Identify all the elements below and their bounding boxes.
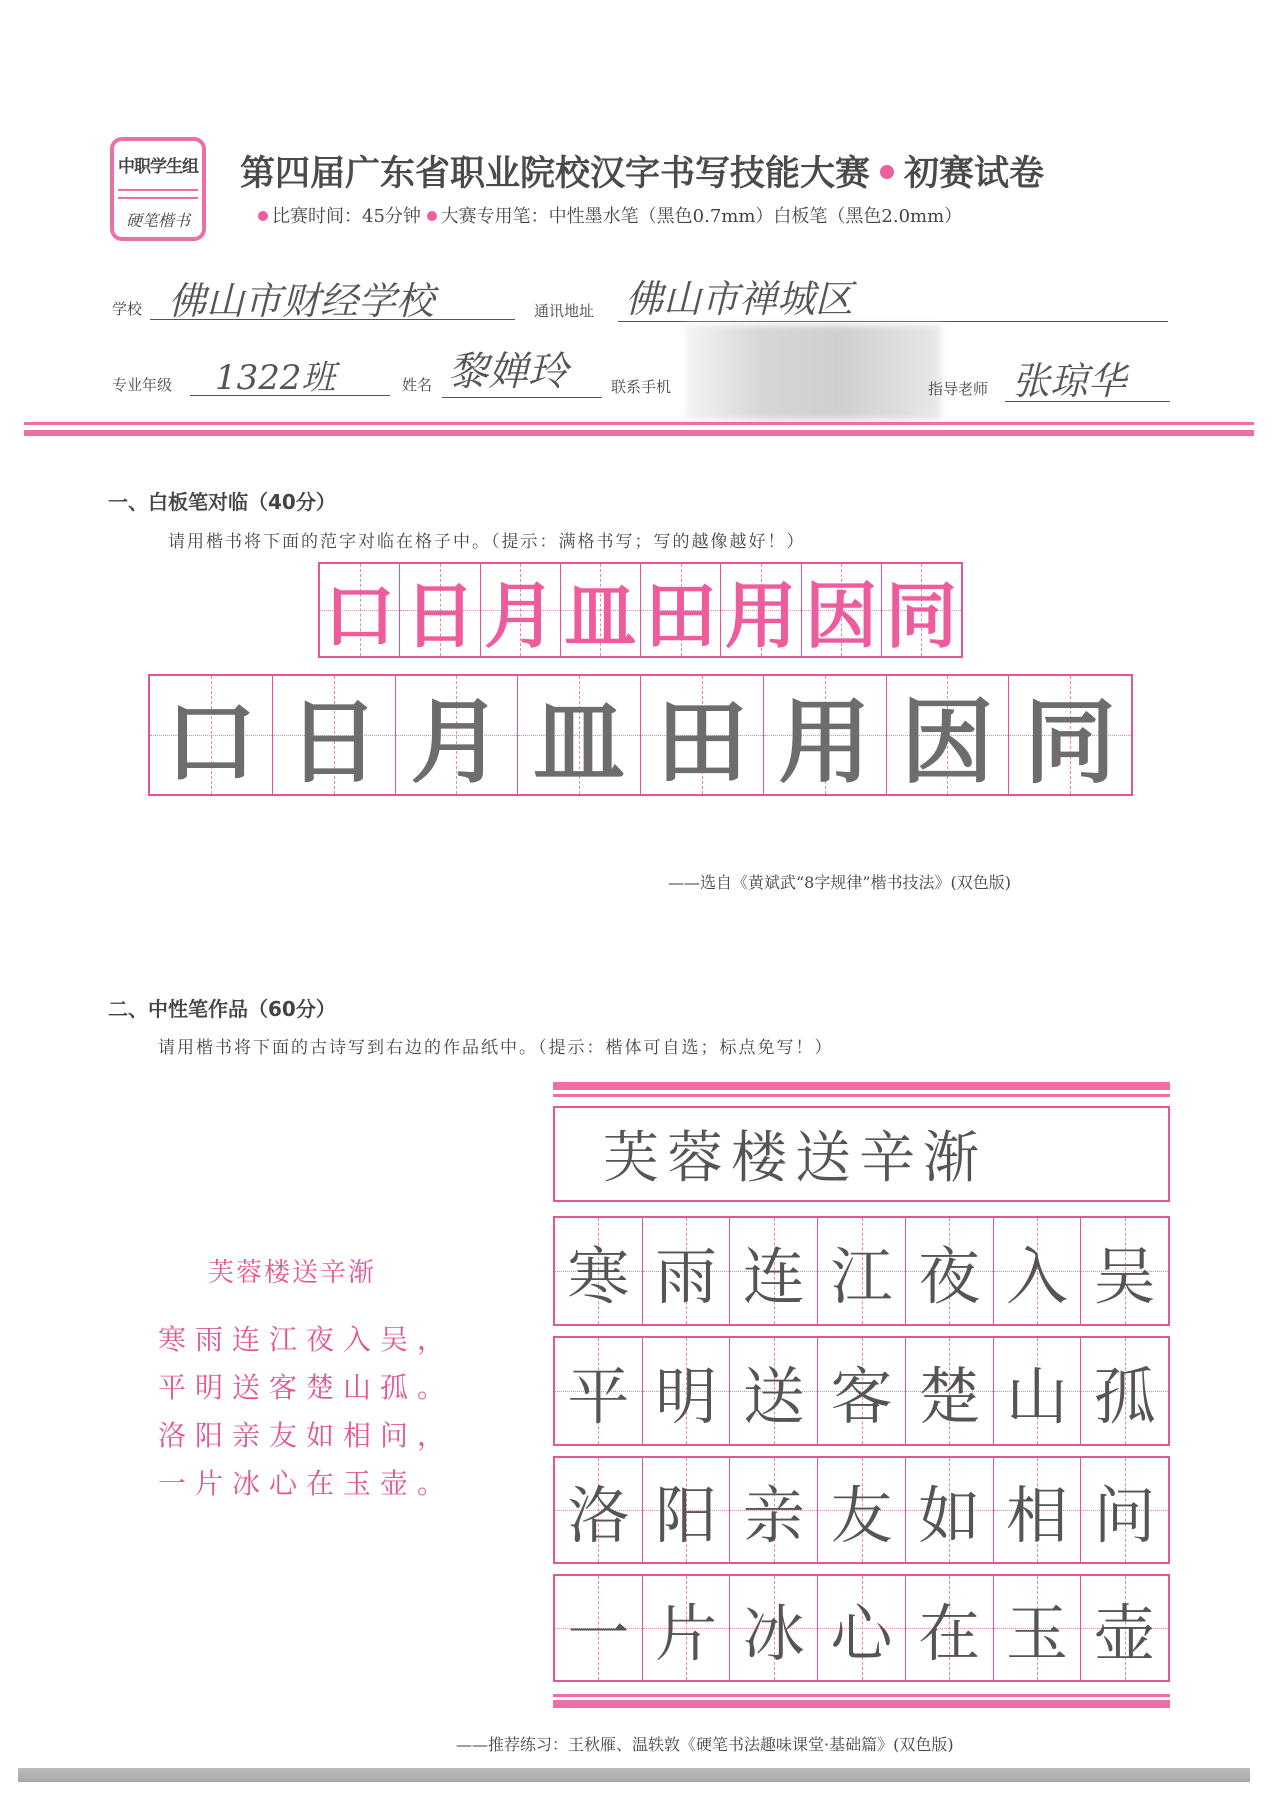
work-cell[interactable]: 平 xyxy=(555,1338,643,1444)
work-cell[interactable]: 玉 xyxy=(994,1576,1082,1680)
work-cell[interactable]: 楚 xyxy=(906,1338,994,1444)
group-badge xyxy=(110,137,206,241)
school-label: 学校 xyxy=(112,300,143,318)
poem-line: 洛阳亲友如相问， xyxy=(158,1419,455,1452)
section1-instruction: 请用楷书将下面的范字对临在格子中。（提示：满格书写；写的越像越好！） xyxy=(168,532,806,552)
work-cell[interactable]: 阳 xyxy=(643,1458,731,1562)
work-paper-bottom-line xyxy=(553,1694,1170,1697)
section2-heading: 二、中性笔作品（60分） xyxy=(108,997,336,1021)
teacher-label: 指导老师 xyxy=(928,380,989,398)
work-paper-bottom-bar xyxy=(553,1700,1170,1708)
work-title-box[interactable] xyxy=(553,1106,1170,1202)
work-cell[interactable]: 壶 xyxy=(1081,1576,1168,1680)
name-underline xyxy=(442,396,602,398)
work-cell[interactable]: 送 xyxy=(730,1338,818,1444)
work-cell[interactable]: 山 xyxy=(994,1338,1082,1444)
bullet-icon xyxy=(258,211,268,221)
poem-line: 平明送客楚山孤。 xyxy=(158,1371,455,1404)
address-value[interactable]: 佛山市禅城区 xyxy=(625,277,854,321)
work-cell[interactable]: 片 xyxy=(643,1576,731,1680)
teacher-value[interactable]: 张琼华 xyxy=(1012,359,1127,403)
grade-underline xyxy=(190,394,390,396)
written-title: 芙蓉楼送辛渐 xyxy=(603,1126,987,1191)
work-cell[interactable]: 如 xyxy=(906,1458,994,1562)
work-cell[interactable]: 友 xyxy=(818,1458,906,1562)
section2-citation: ——推荐练习：王秋雁、温轶敦《硬笔书法趣味课堂·基础篇》(双色版) xyxy=(456,1735,954,1754)
title-suffix: 初赛试卷 xyxy=(904,154,1045,194)
poem-line: 一片冰心在玉壶。 xyxy=(158,1467,455,1500)
model-cell: 日 xyxy=(400,564,480,656)
work-cell[interactable]: 寒 xyxy=(555,1218,643,1324)
name-value[interactable]: 黎婵玲 xyxy=(448,349,568,395)
school-underline xyxy=(150,318,515,320)
work-cell[interactable]: 客 xyxy=(818,1338,906,1444)
section1-heading: 一、白板笔对临（40分） xyxy=(108,490,336,514)
model-cell: 用 xyxy=(721,564,801,656)
section1-citation: ——选自《黄斌武“8字规律”楷书技法》(双色版) xyxy=(668,873,1012,892)
poem-line: 寒雨连江夜入吴， xyxy=(158,1323,455,1356)
exam-time: 比赛时间：45分钟 xyxy=(272,206,421,227)
model-cell: 皿 xyxy=(561,564,641,656)
model-cell: 月 xyxy=(481,564,561,656)
work-cell[interactable]: 相 xyxy=(994,1458,1082,1562)
exam-pens: 大赛专用笔：中性墨水笔（黑色0.7mm）白板笔（黑色2.0mm） xyxy=(440,206,963,227)
work-cell[interactable]: 吴 xyxy=(1081,1218,1168,1324)
work-cell[interactable]: 明 xyxy=(643,1338,731,1444)
header-divider-thin xyxy=(24,422,1254,425)
title-bullet-icon xyxy=(880,165,894,179)
work-paper-top-bar xyxy=(553,1082,1170,1090)
work-cell[interactable]: 连 xyxy=(730,1218,818,1324)
copy-cell[interactable]: 用 xyxy=(764,676,887,794)
work-cell[interactable]: 雨 xyxy=(643,1218,731,1324)
work-cell[interactable]: 在 xyxy=(906,1576,994,1680)
copy-cell[interactable]: 日 xyxy=(273,676,396,794)
copy-cell[interactable]: 同 xyxy=(1009,676,1131,794)
bullet-icon xyxy=(427,211,437,221)
work-cell[interactable]: 洛 xyxy=(555,1458,643,1562)
phone-label: 联系手机 xyxy=(611,378,672,396)
title-main: 第四届广东省职业院校汉字书写技能大赛 xyxy=(240,154,871,194)
grade-label: 专业年级 xyxy=(112,376,173,394)
work-paper-top-line xyxy=(553,1094,1170,1097)
work-cell[interactable]: 入 xyxy=(994,1218,1082,1324)
copy-cell[interactable]: 田 xyxy=(641,676,764,794)
badge-category-label: 硬笔楷书 xyxy=(125,210,190,230)
copy-cell[interactable]: 口 xyxy=(150,676,273,794)
work-row-2[interactable] xyxy=(553,1336,1170,1446)
work-cell[interactable]: 问 xyxy=(1081,1458,1168,1562)
work-cell[interactable]: 冰 xyxy=(730,1576,818,1680)
footer-gray-bar xyxy=(18,1768,1250,1782)
header-divider-thick xyxy=(24,430,1254,436)
model-cell: 同 xyxy=(882,564,961,656)
work-cell[interactable]: 亲 xyxy=(730,1458,818,1562)
badge-divider xyxy=(118,189,198,199)
work-cell[interactable]: 夜 xyxy=(906,1218,994,1324)
school-value[interactable]: 佛山市财经学校 xyxy=(168,279,435,323)
name-label: 姓名 xyxy=(402,376,433,394)
badge-group-label: 中职学生组 xyxy=(118,156,198,177)
model-cell: 口 xyxy=(320,564,400,656)
poem-title: 芙蓉楼送辛渐 xyxy=(208,1258,377,1288)
work-cell[interactable]: 心 xyxy=(818,1576,906,1680)
work-cell[interactable]: 孤 xyxy=(1081,1338,1168,1444)
copy-cell[interactable]: 皿 xyxy=(518,676,641,794)
exam-info xyxy=(258,202,962,228)
model-character-grid xyxy=(318,562,963,658)
grade-value[interactable]: 1322班 xyxy=(215,358,336,398)
work-row-4[interactable] xyxy=(553,1574,1170,1682)
work-cell[interactable]: 一 xyxy=(555,1576,643,1680)
address-underline xyxy=(618,320,1168,322)
page-title xyxy=(240,146,1044,196)
copy-cell[interactable]: 月 xyxy=(396,676,519,794)
teacher-underline xyxy=(1005,400,1170,402)
section2-instruction: 请用楷书将下面的古诗写到右边的作品纸中。（提示：楷体可自选；标点免写！） xyxy=(158,1038,834,1058)
redacted-phone-area xyxy=(686,325,941,420)
address-label: 通讯地址 xyxy=(534,302,595,320)
copy-writing-grid[interactable] xyxy=(148,674,1133,796)
copy-cell[interactable]: 因 xyxy=(887,676,1010,794)
work-row-3[interactable] xyxy=(553,1456,1170,1564)
model-cell: 因 xyxy=(802,564,882,656)
work-row-1[interactable] xyxy=(553,1216,1170,1326)
model-cell: 田 xyxy=(641,564,721,656)
work-cell[interactable]: 江 xyxy=(818,1218,906,1324)
